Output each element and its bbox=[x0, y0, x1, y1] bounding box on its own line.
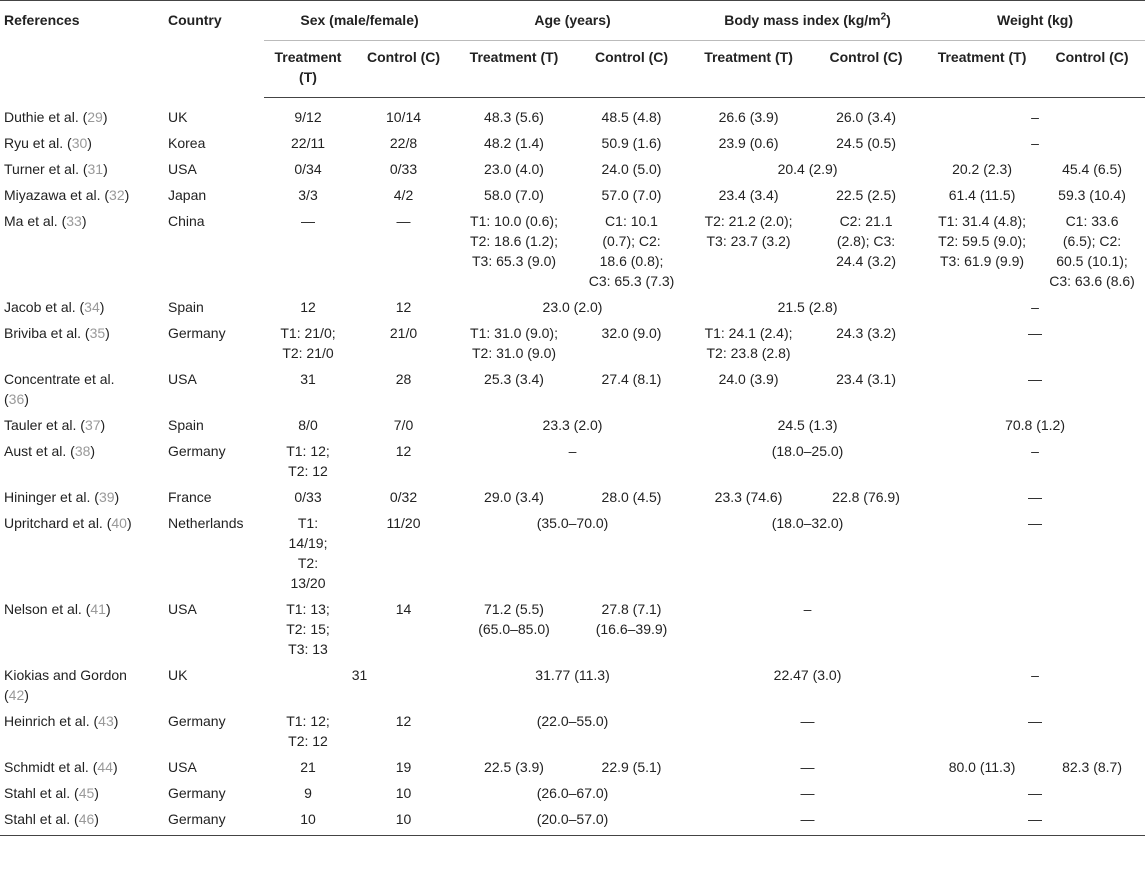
citation-number[interactable]: 42 bbox=[8, 687, 25, 703]
bmi-treatment-cell: T1: 24.1 (2.4); T2: 23.8 (2.8) bbox=[704, 325, 793, 361]
bmi-treatment-cell: T2: 21.2 (2.0); T3: 23.7 (3.2) bbox=[704, 213, 793, 249]
citation-number[interactable]: 35 bbox=[89, 325, 106, 341]
citation-number[interactable]: 32 bbox=[109, 187, 125, 203]
country-cell: USA bbox=[168, 601, 197, 617]
age-cell: 23.3 (2.0) bbox=[542, 417, 603, 433]
bmi-control-cell: 24.3 (3.2) bbox=[836, 325, 896, 341]
citation-number[interactable]: 44 bbox=[97, 759, 113, 775]
age-treatment-cell: 71.2 (5.5) (65.0–85.0) bbox=[478, 601, 550, 637]
bmi-cell: – bbox=[803, 601, 812, 617]
bmi-cell: — bbox=[690, 809, 925, 836]
sex-treatment-cell: 0/33 bbox=[294, 489, 322, 505]
weight-cell: – bbox=[1031, 299, 1039, 315]
weight-cell: — bbox=[1028, 325, 1043, 341]
weight-control-cell: 82.3 (8.7) bbox=[1062, 759, 1122, 775]
sex-control-cell: 12 bbox=[395, 299, 412, 315]
age-treatment-cell: 48.3 (5.6) bbox=[484, 109, 544, 125]
weight-cell: — bbox=[1028, 515, 1043, 531]
age-control-cell: 57.0 (7.0) bbox=[601, 187, 662, 203]
sex-treatment-cell: 9 bbox=[304, 785, 312, 801]
country-cell: Germany bbox=[168, 785, 226, 801]
sex-control-cell: 10 bbox=[352, 809, 455, 836]
reference-cell: Briviba et al. (35) bbox=[4, 325, 110, 341]
table-row bbox=[0, 809, 1145, 836]
age-control-cell: 32.0 (9.0) bbox=[601, 325, 662, 341]
sex-control-header: Control (C) bbox=[352, 41, 455, 98]
bmi-control-header: Control (C) bbox=[807, 41, 925, 98]
table-row bbox=[0, 513, 1145, 599]
sex-treatment-cell: T1: 13; T2: 15; T3: 13 bbox=[286, 601, 330, 657]
weight-control-cell: 45.4 (6.5) bbox=[1062, 161, 1122, 177]
sex-control-cell: 21/0 bbox=[389, 325, 418, 341]
age-treatment-cell: 29.0 (3.4) bbox=[484, 489, 544, 505]
reference-cell: Ryu et al. (30) bbox=[4, 135, 92, 151]
age-treatment-cell: 48.2 (1.4) bbox=[484, 135, 544, 151]
col-references: References bbox=[0, 1, 164, 98]
country-cell: Korea bbox=[168, 135, 206, 151]
sex-control-cell: 22/8 bbox=[389, 135, 418, 151]
bmi-cell: (18.0–32.0) bbox=[771, 515, 844, 531]
sex-control-cell: 28 bbox=[395, 371, 412, 387]
bmi-cell: (18.0–25.0) bbox=[771, 443, 844, 459]
age-control-cell: 48.5 (4.8) bbox=[601, 109, 662, 125]
citation-number[interactable]: 40 bbox=[111, 515, 127, 531]
reference-cell: Ma et al. (33) bbox=[4, 213, 87, 229]
reference-cell: Turner et al. (31) bbox=[4, 161, 108, 177]
bmi-control-cell: 26.0 (3.4) bbox=[836, 109, 896, 125]
table-row bbox=[0, 757, 1145, 783]
age-control-cell: 22.9 (5.1) bbox=[601, 759, 662, 775]
sex-treatment-header: Treatment (T) bbox=[264, 41, 352, 98]
reference-cell: Jacob et al. (34) bbox=[4, 299, 105, 315]
table-row bbox=[0, 323, 1145, 369]
sex-treatment-cell: 12 bbox=[300, 299, 316, 315]
country-cell: UK bbox=[168, 667, 188, 683]
age-cell: (20.0–57.0) bbox=[455, 809, 690, 836]
bmi-cell: — bbox=[800, 759, 815, 775]
sex-treatment-cell: 22/11 bbox=[291, 135, 325, 151]
country-cell: Germany bbox=[168, 325, 226, 341]
sex-control-cell: 11/20 bbox=[386, 515, 421, 531]
age-cell: (22.0–55.0) bbox=[536, 713, 609, 729]
age-treatment-cell: 25.3 (3.4) bbox=[484, 371, 544, 387]
age-cell: 31.77 (11.3) bbox=[535, 667, 610, 683]
reference-cell: Nelson et al. (41) bbox=[4, 601, 111, 617]
country-cell: China bbox=[168, 213, 205, 229]
sex-control-cell: 12 bbox=[395, 713, 412, 729]
bmi-treatment-header: Treatment (T) bbox=[690, 41, 807, 98]
sex-treatment-cell: — bbox=[301, 213, 315, 229]
bmi-control-cell: C2: 21.1 (2.8); C3: 24.4 (3.2) bbox=[836, 213, 896, 269]
weight-cell: – bbox=[1031, 443, 1039, 459]
sex-treatment-cell: 3/3 bbox=[298, 187, 318, 203]
reference-cell: Stahl et al. (45) bbox=[4, 785, 99, 801]
table-row bbox=[0, 159, 1145, 185]
age-cell: (35.0–70.0) bbox=[536, 515, 609, 531]
citation-number[interactable]: 46 bbox=[78, 811, 95, 827]
weight-cell: — bbox=[1028, 713, 1043, 729]
col-weight: Weight (kg) bbox=[925, 1, 1145, 41]
table-row bbox=[0, 783, 1145, 809]
sex-control-cell: 0/33 bbox=[389, 161, 418, 177]
table-row bbox=[0, 369, 1145, 415]
age-cell: – bbox=[568, 443, 577, 459]
bmi-cell: 21.5 (2.8) bbox=[777, 299, 838, 315]
weight-control-cell: C1: 33.6 (6.5); C2: 60.5 (10.1); C3: 63.6 (8.6) bbox=[1049, 213, 1135, 289]
citation-number[interactable]: 30 bbox=[71, 135, 88, 151]
country-cell: UK bbox=[168, 108, 188, 125]
citation-number[interactable]: 34 bbox=[84, 299, 100, 315]
col-age: Age (years) bbox=[455, 1, 690, 41]
reference-cell: Concentrate et al. (36) bbox=[4, 371, 115, 407]
sex-control-cell: 19 bbox=[395, 759, 412, 775]
citation-number[interactable]: 31 bbox=[87, 161, 104, 177]
country-cell: France bbox=[168, 489, 212, 505]
country-cell: Germany bbox=[164, 809, 264, 836]
sex-treatment-cell: 9/12 bbox=[294, 109, 322, 125]
sex-treatment-cell: T1: 14/19; T2: 13/20 bbox=[288, 515, 328, 591]
table-row bbox=[0, 297, 1145, 323]
table-row bbox=[0, 441, 1145, 487]
table-row bbox=[0, 599, 1145, 665]
citation-number[interactable]: 38 bbox=[74, 443, 91, 459]
bmi-control-cell: 22.5 (2.5) bbox=[836, 187, 896, 203]
sex-control-cell: 10 bbox=[395, 785, 412, 801]
bmi-control-cell: 22.8 (76.9) bbox=[832, 489, 900, 505]
reference-cell: Tauler et al. (37) bbox=[4, 417, 106, 433]
citation-number[interactable]: 37 bbox=[84, 417, 101, 433]
age-control-cell: 27.8 (7.1) (16.6–39.9) bbox=[595, 601, 668, 637]
table-body bbox=[0, 98, 1145, 836]
sex-treatment-cell: T1: 21/0; T2: 21/0 bbox=[280, 325, 336, 361]
age-treatment-cell: T1: 31.0 (9.0); T2: 31.0 (9.0) bbox=[470, 325, 558, 361]
sex-treatment-cell: T1: 12; T2: 12 bbox=[286, 713, 330, 749]
reference-cell: Hininger et al. (39) bbox=[4, 489, 120, 505]
sex-treatment-cell: 0/34 bbox=[294, 161, 322, 177]
country-cell: USA bbox=[168, 759, 197, 775]
age-control-header: Control (C) bbox=[573, 41, 690, 98]
table-row bbox=[0, 711, 1145, 757]
sex-cell: 31 bbox=[351, 667, 368, 683]
citation-number[interactable]: 43 bbox=[98, 713, 114, 729]
sex-control-cell: 10/14 bbox=[385, 109, 422, 125]
sex-treatment-cell: 8/0 bbox=[298, 417, 318, 433]
sex-control-cell: 4/2 bbox=[393, 187, 414, 203]
table-row bbox=[0, 185, 1145, 211]
weight-cell: — bbox=[925, 809, 1145, 836]
weight-treatment-cell: 20.2 (2.3) bbox=[952, 161, 1012, 177]
citation-number[interactable]: 39 bbox=[98, 489, 115, 505]
weight-treatment-cell: 61.4 (11.5) bbox=[948, 187, 1016, 203]
sex-control-cell: 14 bbox=[395, 601, 412, 617]
bmi-treatment-cell: 24.0 (3.9) bbox=[718, 371, 779, 387]
bmi-cell: — bbox=[800, 713, 815, 729]
weight-treatment-header: Treatment (T) bbox=[925, 41, 1039, 98]
citation-number[interactable]: 41 bbox=[90, 601, 106, 617]
country-cell: Spain bbox=[168, 417, 204, 433]
bmi-cell: — bbox=[800, 785, 815, 801]
reference-cell: Kiokias and Gordon (42) bbox=[4, 667, 127, 703]
sex-treatment-cell: 10 bbox=[264, 809, 352, 836]
age-control-cell: C1: 10.1 (0.7); C2: 18.6 (0.8); C3: 65.3 (7.3) bbox=[588, 213, 675, 289]
weight-cell: — bbox=[1028, 785, 1043, 801]
weight-cell: – bbox=[1031, 109, 1039, 125]
sex-control-cell: 0/32 bbox=[389, 489, 418, 505]
age-treatment-header: Treatment (T) bbox=[455, 41, 573, 98]
weight-cell: – bbox=[1031, 135, 1039, 151]
citation-number[interactable]: 29 bbox=[87, 108, 103, 125]
age-cell: (26.0–67.0) bbox=[536, 785, 609, 801]
reference-cell: Upritchard et al. (40) bbox=[4, 515, 132, 531]
bmi-treatment-cell: 26.6 (3.9) bbox=[718, 109, 779, 125]
col-bmi: Body mass index $(kg/m^2)$ bbox=[690, 1, 925, 41]
table-row bbox=[0, 98, 1145, 134]
sex-treatment-cell: 21 bbox=[300, 759, 316, 775]
table-row bbox=[0, 665, 1145, 711]
bmi-cell: 20.4 (2.9) bbox=[777, 161, 838, 177]
reference-cell: Miyazawa et al. (32) bbox=[4, 187, 130, 203]
bmi-control-cell: 24.5 (0.5) bbox=[836, 135, 896, 151]
country-cell: USA bbox=[168, 371, 197, 387]
bmi-treatment-cell: 23.4 (3.4) bbox=[718, 187, 779, 203]
age-control-cell: 24.0 (5.0) bbox=[601, 161, 662, 177]
weight-treatment-cell: 80.0 (11.3) bbox=[948, 759, 1016, 775]
country-cell: Japan bbox=[168, 187, 207, 203]
citation-number[interactable]: 33 bbox=[66, 213, 82, 229]
country-cell: USA bbox=[168, 161, 197, 177]
bmi-cell: 24.5 (1.3) bbox=[777, 417, 838, 433]
sex-control-cell: — bbox=[396, 213, 411, 229]
bmi-treatment-cell: 23.3 (74.6) bbox=[714, 489, 783, 505]
age-treatment-cell: T1: 10.0 (0.6); T2: 18.6 (1.2); T3: 65.3 (9.0) bbox=[470, 213, 558, 269]
weight-cell: – bbox=[1031, 667, 1039, 683]
bmi-cell: 22.47 (3.0) bbox=[773, 667, 842, 683]
weight-cell: — bbox=[1028, 489, 1043, 505]
table-row bbox=[0, 415, 1145, 441]
age-control-cell: 27.4 (8.1) bbox=[601, 371, 662, 387]
reference-cell: Stahl et al. (46) bbox=[0, 809, 164, 836]
sex-treatment-cell: T1: 12; T2: 12 bbox=[286, 443, 330, 479]
country-cell: Spain bbox=[168, 299, 204, 315]
age-treatment-cell: 23.0 (4.0) bbox=[484, 161, 544, 177]
bmi-treatment-cell: 23.9 (0.6) bbox=[718, 135, 779, 151]
weight-cell bbox=[925, 599, 1145, 665]
citation-number[interactable]: 45 bbox=[78, 785, 95, 801]
table-row bbox=[0, 211, 1145, 297]
sex-control-cell: 7/0 bbox=[393, 417, 414, 433]
weight-treatment-cell: T1: 31.4 (4.8); T2: 59.5 (9.0); T3: 61.9 (9.9) bbox=[938, 213, 1026, 269]
col-country: Country bbox=[164, 1, 264, 98]
table-row bbox=[0, 133, 1145, 159]
country-cell: Germany bbox=[168, 713, 226, 729]
bmi-control-cell: 23.4 (3.1) bbox=[836, 371, 896, 387]
col-sex: Sex (male/female) bbox=[264, 1, 455, 41]
age-treatment-cell: 22.5 (3.9) bbox=[484, 759, 544, 775]
age-treatment-cell: 58.0 (7.0) bbox=[484, 187, 544, 203]
citation-number[interactable]: 36 bbox=[8, 391, 25, 407]
weight-control-cell: 59.3 (10.4) bbox=[1058, 187, 1126, 203]
weight-cell: — bbox=[1028, 371, 1043, 387]
weight-cell: 70.8 (1.2) bbox=[1005, 417, 1065, 433]
sex-control-cell: 12 bbox=[395, 443, 412, 459]
age-control-cell: 28.0 (4.5) bbox=[601, 489, 662, 505]
weight-control-header: Control (C) bbox=[1039, 41, 1145, 98]
sex-treatment-cell: 31 bbox=[300, 371, 316, 387]
age-control-cell: 50.9 (1.6) bbox=[601, 135, 662, 151]
country-cell: Netherlands bbox=[168, 515, 244, 531]
reference-cell: Heinrich et al. (43) bbox=[4, 713, 119, 729]
country-cell: Germany bbox=[168, 443, 226, 459]
table-row bbox=[0, 487, 1145, 513]
reference-cell: Duthie et al. (29) bbox=[4, 108, 108, 125]
age-cell: 23.0 (2.0) bbox=[542, 299, 603, 315]
reference-cell: Schmidt et al. (44) bbox=[4, 759, 118, 775]
reference-cell: Aust et al. (38) bbox=[4, 443, 96, 459]
